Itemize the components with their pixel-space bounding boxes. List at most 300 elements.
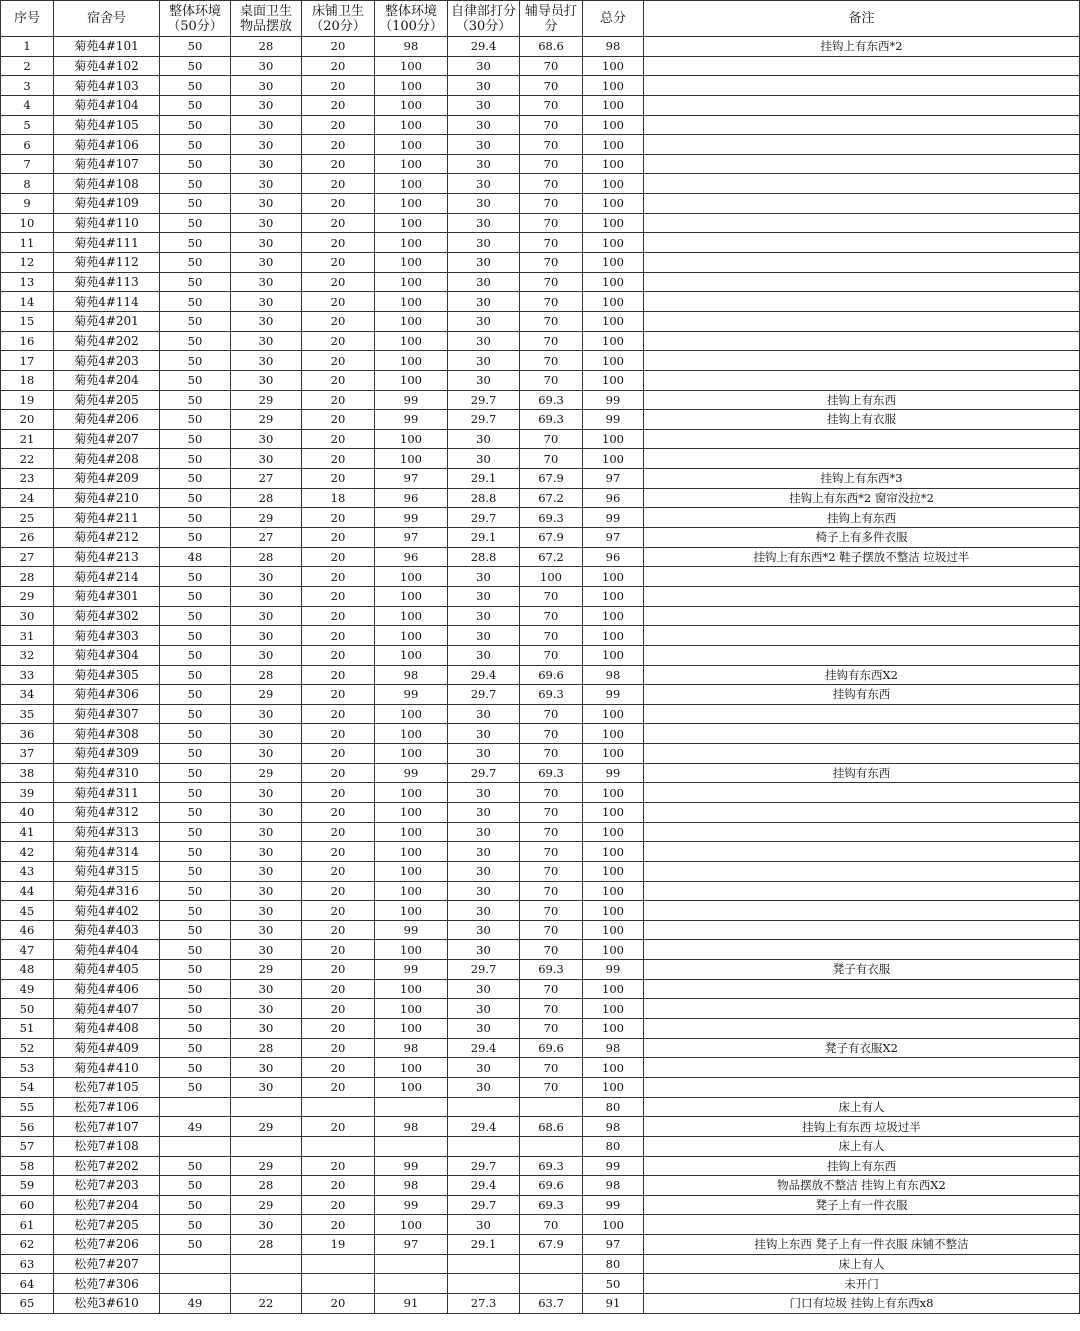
- cell-env100: 98: [375, 37, 448, 57]
- cell-counselor: [520, 1254, 583, 1274]
- cell-dorm: 菊苑4#403: [54, 920, 160, 940]
- cell-total: 100: [583, 979, 644, 999]
- cell-desk: 30: [231, 901, 302, 921]
- cell-counselor: 70: [520, 194, 583, 214]
- cell-discipline: 29.7: [448, 1195, 520, 1215]
- cell-env100: 100: [375, 174, 448, 194]
- cell-env50: 50: [160, 1176, 231, 1196]
- cell-total: 100: [583, 76, 644, 96]
- cell-counselor: 70: [520, 920, 583, 940]
- cell-dorm: 菊苑4#309: [54, 744, 160, 764]
- cell-env50: 50: [160, 390, 231, 410]
- table-row: [1, 56, 1080, 76]
- cell-counselor: 67.9: [520, 528, 583, 548]
- cell-desk: 30: [231, 606, 302, 626]
- cell-env100: 100: [375, 704, 448, 724]
- cell-counselor: 70: [520, 272, 583, 292]
- cell-total: 100: [583, 606, 644, 626]
- header-env100-line1: 整体环境: [384, 3, 437, 19]
- header-counselor-line2: 分: [544, 18, 558, 34]
- cell-counselor: 69.3: [520, 960, 583, 980]
- cell-env100: 100: [375, 292, 448, 312]
- table-row: [1, 213, 1080, 233]
- cell-total: 100: [583, 429, 644, 449]
- cell-env50: 50: [160, 1058, 231, 1078]
- cell-env100: 100: [375, 567, 448, 587]
- cell-dorm: 菊苑4#206: [54, 410, 160, 430]
- cell-remark: 床上有人: [644, 1254, 1080, 1274]
- cell-env100: 98: [375, 1038, 448, 1058]
- cell-remark: 床上有人: [644, 1097, 1080, 1117]
- cell-seq: 44: [1, 881, 54, 901]
- cell-counselor: 69.3: [520, 410, 583, 430]
- cell-env50: 50: [160, 410, 231, 430]
- cell-total: 99: [583, 410, 644, 430]
- cell-counselor: 70: [520, 606, 583, 626]
- cell-counselor: 69.3: [520, 685, 583, 705]
- cell-discipline: 29.7: [448, 410, 520, 430]
- cell-desk: 30: [231, 1058, 302, 1078]
- cell-total: 98: [583, 1038, 644, 1058]
- cell-env50: 50: [160, 920, 231, 940]
- cell-env100: 100: [375, 586, 448, 606]
- cell-remark: 未开门: [644, 1274, 1080, 1294]
- cell-bed: 20: [302, 469, 375, 489]
- cell-env100: 100: [375, 311, 448, 331]
- cell-env50: 48: [160, 547, 231, 567]
- cell-seq: 37: [1, 744, 54, 764]
- cell-discipline: 30: [448, 842, 520, 862]
- cell-discipline: 29.1: [448, 1235, 520, 1255]
- cell-seq: 45: [1, 901, 54, 921]
- cell-counselor: 70: [520, 1077, 583, 1097]
- cell-desk: [231, 1097, 302, 1117]
- cell-counselor: 70: [520, 940, 583, 960]
- cell-seq: 27: [1, 547, 54, 567]
- cell-counselor: 70: [520, 901, 583, 921]
- header-total: 总分: [583, 1, 644, 37]
- cell-counselor: 69.3: [520, 1195, 583, 1215]
- cell-bed: 20: [302, 979, 375, 999]
- cell-env50: 50: [160, 488, 231, 508]
- header-bed: [302, 1, 375, 37]
- cell-env50: 50: [160, 802, 231, 822]
- cell-remark: [644, 1215, 1080, 1235]
- cell-dorm: 菊苑4#113: [54, 272, 160, 292]
- cell-total: 100: [583, 233, 644, 253]
- cell-bed: 20: [302, 410, 375, 430]
- cell-env50: 50: [160, 704, 231, 724]
- cell-seq: 6: [1, 135, 54, 155]
- header-desk-line2: 物品摆放: [239, 18, 292, 34]
- cell-dorm: 菊苑4#407: [54, 999, 160, 1019]
- cell-total: 98: [583, 665, 644, 685]
- cell-dorm: 菊苑4#201: [54, 311, 160, 331]
- cell-total: 100: [583, 194, 644, 214]
- cell-total: 100: [583, 1215, 644, 1235]
- cell-total: 100: [583, 311, 644, 331]
- cell-env50: 50: [160, 940, 231, 960]
- cell-dorm: 菊苑4#304: [54, 645, 160, 665]
- cell-env50: 50: [160, 311, 231, 331]
- cell-env50: 49: [160, 1117, 231, 1137]
- table-row: [1, 174, 1080, 194]
- cell-dorm: 菊苑4#410: [54, 1058, 160, 1078]
- cell-bed: 19: [302, 1235, 375, 1255]
- cell-bed: 20: [302, 449, 375, 469]
- cell-total: 99: [583, 685, 644, 705]
- cell-seq: 61: [1, 1215, 54, 1235]
- cell-dorm: 菊苑4#103: [54, 76, 160, 96]
- cell-desk: [231, 1136, 302, 1156]
- cell-counselor: 70: [520, 842, 583, 862]
- cell-dorm: 菊苑4#110: [54, 213, 160, 233]
- cell-remark: [644, 95, 1080, 115]
- header-env100: [375, 1, 448, 37]
- table-row: [1, 154, 1080, 174]
- cell-bed: 20: [302, 901, 375, 921]
- table-row: [1, 233, 1080, 253]
- cell-seq: 12: [1, 253, 54, 273]
- cell-remark: [644, 1077, 1080, 1097]
- cell-seq: 23: [1, 469, 54, 489]
- cell-env50: 50: [160, 213, 231, 233]
- cell-discipline: [448, 1136, 520, 1156]
- cell-desk: 30: [231, 331, 302, 351]
- table-row: [1, 410, 1080, 430]
- cell-env100: 100: [375, 822, 448, 842]
- cell-bed: 20: [302, 626, 375, 646]
- cell-total: 97: [583, 1235, 644, 1255]
- cell-total: 100: [583, 95, 644, 115]
- cell-dorm: 松苑7#107: [54, 1117, 160, 1137]
- cell-desk: 29: [231, 685, 302, 705]
- cell-counselor: 70: [520, 1058, 583, 1078]
- cell-discipline: 30: [448, 1019, 520, 1039]
- cell-desk: 30: [231, 704, 302, 724]
- cell-discipline: 30: [448, 1215, 520, 1235]
- cell-discipline: 30: [448, 292, 520, 312]
- cell-env100: 100: [375, 135, 448, 155]
- cell-counselor: [520, 1097, 583, 1117]
- cell-dorm: 松苑7#205: [54, 1215, 160, 1235]
- cell-counselor: 100: [520, 567, 583, 587]
- table-row: [1, 469, 1080, 489]
- cell-bed: 20: [302, 95, 375, 115]
- table-row: [1, 567, 1080, 587]
- cell-env50: [160, 1097, 231, 1117]
- table-row: [1, 272, 1080, 292]
- cell-discipline: 29.1: [448, 528, 520, 548]
- cell-bed: 20: [302, 292, 375, 312]
- table-row: [1, 999, 1080, 1019]
- cell-env50: 50: [160, 606, 231, 626]
- cell-desk: 29: [231, 1117, 302, 1137]
- cell-bed: 20: [302, 311, 375, 331]
- cell-remark: 凳子有衣服X2: [644, 1038, 1080, 1058]
- cell-remark: [644, 861, 1080, 881]
- cell-dorm: 菊苑4#112: [54, 253, 160, 273]
- cell-counselor: 70: [520, 429, 583, 449]
- table-row: [1, 1019, 1080, 1039]
- cell-bed: 20: [302, 1038, 375, 1058]
- cell-bed: 20: [302, 586, 375, 606]
- cell-env100: [375, 1274, 448, 1294]
- table-row: [1, 685, 1080, 705]
- cell-remark: 挂钩上有东西 垃圾过半: [644, 1117, 1080, 1137]
- cell-env50: 50: [160, 469, 231, 489]
- cell-desk: 30: [231, 645, 302, 665]
- cell-remark: [644, 645, 1080, 665]
- cell-env100: 99: [375, 1156, 448, 1176]
- cell-desk: 30: [231, 783, 302, 803]
- cell-total: 100: [583, 272, 644, 292]
- table-row: [1, 1195, 1080, 1215]
- cell-dorm: 菊苑4#314: [54, 842, 160, 862]
- cell-desk: 30: [231, 213, 302, 233]
- cell-bed: 20: [302, 115, 375, 135]
- cell-dorm: 菊苑4#211: [54, 508, 160, 528]
- cell-desk: 30: [231, 842, 302, 862]
- cell-remark: [644, 567, 1080, 587]
- cell-remark: [644, 842, 1080, 862]
- cell-dorm: 菊苑4#404: [54, 940, 160, 960]
- header-env50: [160, 1, 231, 37]
- cell-desk: 30: [231, 449, 302, 469]
- cell-remark: 物品摆放不整洁 挂钩上有东西X2: [644, 1176, 1080, 1196]
- table-row: [1, 508, 1080, 528]
- cell-dorm: 松苑7#204: [54, 1195, 160, 1215]
- cell-desk: 30: [231, 135, 302, 155]
- table-row: [1, 1058, 1080, 1078]
- cell-bed: 20: [302, 704, 375, 724]
- cell-env50: 50: [160, 528, 231, 548]
- cell-desk: 30: [231, 194, 302, 214]
- cell-env100: [375, 1254, 448, 1274]
- cell-remark: [644, 76, 1080, 96]
- cell-env100: 100: [375, 1077, 448, 1097]
- cell-env100: 99: [375, 763, 448, 783]
- cell-remark: [644, 1019, 1080, 1039]
- cell-seq: 19: [1, 390, 54, 410]
- cell-total: 100: [583, 744, 644, 764]
- cell-env100: 98: [375, 1176, 448, 1196]
- cell-dorm: 菊苑4#205: [54, 390, 160, 410]
- cell-dorm: 菊苑4#203: [54, 351, 160, 371]
- cell-total: 100: [583, 135, 644, 155]
- cell-env50: 50: [160, 586, 231, 606]
- table-row: [1, 665, 1080, 685]
- cell-remark: 挂钩上有东西: [644, 390, 1080, 410]
- table-row: [1, 842, 1080, 862]
- cell-dorm: 菊苑4#408: [54, 1019, 160, 1039]
- cell-env100: 100: [375, 645, 448, 665]
- cell-env50: 50: [160, 253, 231, 273]
- cell-env100: 100: [375, 1019, 448, 1039]
- cell-remark: 挂钩上有东西*2 窗帘没拉*2: [644, 488, 1080, 508]
- cell-total: 80: [583, 1097, 644, 1117]
- cell-desk: 30: [231, 56, 302, 76]
- cell-bed: 20: [302, 233, 375, 253]
- cell-remark: 凳子上有一件衣服: [644, 1195, 1080, 1215]
- cell-seq: 26: [1, 528, 54, 548]
- cell-remark: 挂钩上有东西*2: [644, 37, 1080, 57]
- cell-remark: [644, 999, 1080, 1019]
- cell-counselor: 70: [520, 233, 583, 253]
- cell-bed: 20: [302, 1294, 375, 1314]
- cell-bed: 20: [302, 1117, 375, 1137]
- cell-seq: 50: [1, 999, 54, 1019]
- cell-seq: 52: [1, 1038, 54, 1058]
- cell-dorm: 菊苑4#405: [54, 960, 160, 980]
- cell-total: 91: [583, 1294, 644, 1314]
- cell-env100: 99: [375, 920, 448, 940]
- cell-discipline: 30: [448, 645, 520, 665]
- cell-seq: 4: [1, 95, 54, 115]
- cell-counselor: 70: [520, 253, 583, 273]
- cell-total: 100: [583, 449, 644, 469]
- cell-dorm: 菊苑4#210: [54, 488, 160, 508]
- cell-env50: 50: [160, 272, 231, 292]
- cell-total: 100: [583, 253, 644, 273]
- cell-total: 100: [583, 174, 644, 194]
- header-desk: [231, 1, 302, 37]
- cell-desk: 29: [231, 1195, 302, 1215]
- cell-dorm: 菊苑4#208: [54, 449, 160, 469]
- cell-discipline: 30: [448, 233, 520, 253]
- cell-env50: 50: [160, 194, 231, 214]
- cell-total: 100: [583, 567, 644, 587]
- cell-bed: 20: [302, 1176, 375, 1196]
- cell-env50: [160, 1254, 231, 1274]
- cell-env100: 100: [375, 606, 448, 626]
- cell-seq: 63: [1, 1254, 54, 1274]
- cell-seq: 54: [1, 1077, 54, 1097]
- cell-seq: 55: [1, 1097, 54, 1117]
- cell-env50: 50: [160, 685, 231, 705]
- cell-discipline: 30: [448, 1058, 520, 1078]
- cell-total: 98: [583, 1176, 644, 1196]
- cell-discipline: 30: [448, 174, 520, 194]
- cell-desk: [231, 1254, 302, 1274]
- cell-dorm: 菊苑4#101: [54, 37, 160, 57]
- cell-env100: 100: [375, 940, 448, 960]
- cell-total: 99: [583, 763, 644, 783]
- cell-bed: 20: [302, 802, 375, 822]
- header-env100-line2: （100分）: [379, 18, 443, 34]
- cell-remark: [644, 213, 1080, 233]
- cell-desk: 30: [231, 802, 302, 822]
- cell-discipline: 29.4: [448, 665, 520, 685]
- cell-remark: 挂钩上有东西*3: [644, 469, 1080, 489]
- cell-seq: 31: [1, 626, 54, 646]
- cell-bed: 20: [302, 331, 375, 351]
- cell-desk: 30: [231, 174, 302, 194]
- cell-env50: 50: [160, 1156, 231, 1176]
- cell-total: 99: [583, 1156, 644, 1176]
- table-row: [1, 1274, 1080, 1294]
- cell-desk: 30: [231, 351, 302, 371]
- cell-env100: 100: [375, 351, 448, 371]
- cell-desk: 29: [231, 960, 302, 980]
- cell-env50: 50: [160, 999, 231, 1019]
- cell-bed: 20: [302, 194, 375, 214]
- cell-discipline: 30: [448, 724, 520, 744]
- table-row: [1, 626, 1080, 646]
- cell-env50: 50: [160, 331, 231, 351]
- cell-env100: 97: [375, 528, 448, 548]
- cell-total: 100: [583, 115, 644, 135]
- cell-remark: [644, 135, 1080, 155]
- cell-discipline: 29.4: [448, 37, 520, 57]
- cell-remark: [644, 940, 1080, 960]
- cell-desk: 29: [231, 390, 302, 410]
- cell-env100: 99: [375, 685, 448, 705]
- cell-total: 100: [583, 292, 644, 312]
- cell-desk: 30: [231, 76, 302, 96]
- cell-counselor: 70: [520, 861, 583, 881]
- cell-desk: 29: [231, 763, 302, 783]
- cell-seq: 3: [1, 76, 54, 96]
- cell-seq: 57: [1, 1136, 54, 1156]
- cell-bed: 20: [302, 253, 375, 273]
- cell-seq: 8: [1, 174, 54, 194]
- header-seq: 序号: [1, 1, 54, 37]
- cell-discipline: 30: [448, 802, 520, 822]
- cell-seq: 64: [1, 1274, 54, 1294]
- cell-seq: 38: [1, 763, 54, 783]
- cell-env50: 50: [160, 56, 231, 76]
- header-discipline: [448, 1, 520, 37]
- cell-dorm: 菊苑4#111: [54, 233, 160, 253]
- table-row: [1, 724, 1080, 744]
- cell-discipline: 30: [448, 253, 520, 273]
- cell-desk: 28: [231, 37, 302, 57]
- cell-env50: 50: [160, 233, 231, 253]
- cell-discipline: 30: [448, 429, 520, 449]
- cell-seq: 15: [1, 311, 54, 331]
- cell-counselor: 70: [520, 449, 583, 469]
- cell-desk: 30: [231, 154, 302, 174]
- cell-counselor: 70: [520, 115, 583, 135]
- cell-env100: 100: [375, 783, 448, 803]
- cell-seq: 9: [1, 194, 54, 214]
- cell-discipline: 29.4: [448, 1038, 520, 1058]
- cell-discipline: [448, 1254, 520, 1274]
- cell-discipline: 30: [448, 586, 520, 606]
- cell-dorm: 菊苑4#315: [54, 861, 160, 881]
- cell-env50: 50: [160, 1019, 231, 1039]
- cell-total: 97: [583, 469, 644, 489]
- cell-seq: 32: [1, 645, 54, 665]
- cell-discipline: 30: [448, 370, 520, 390]
- cell-remark: 床上有人: [644, 1136, 1080, 1156]
- cell-remark: [644, 311, 1080, 331]
- cell-desk: 28: [231, 665, 302, 685]
- table-row: [1, 1215, 1080, 1235]
- cell-counselor: 70: [520, 626, 583, 646]
- cell-remark: [644, 370, 1080, 390]
- cell-env100: 100: [375, 253, 448, 273]
- cell-discipline: 30: [448, 311, 520, 331]
- cell-total: 100: [583, 802, 644, 822]
- cell-seq: 13: [1, 272, 54, 292]
- cell-bed: 20: [302, 135, 375, 155]
- table-row: [1, 861, 1080, 881]
- cell-counselor: 63.7: [520, 1294, 583, 1314]
- cell-seq: 16: [1, 331, 54, 351]
- cell-desk: [231, 1274, 302, 1294]
